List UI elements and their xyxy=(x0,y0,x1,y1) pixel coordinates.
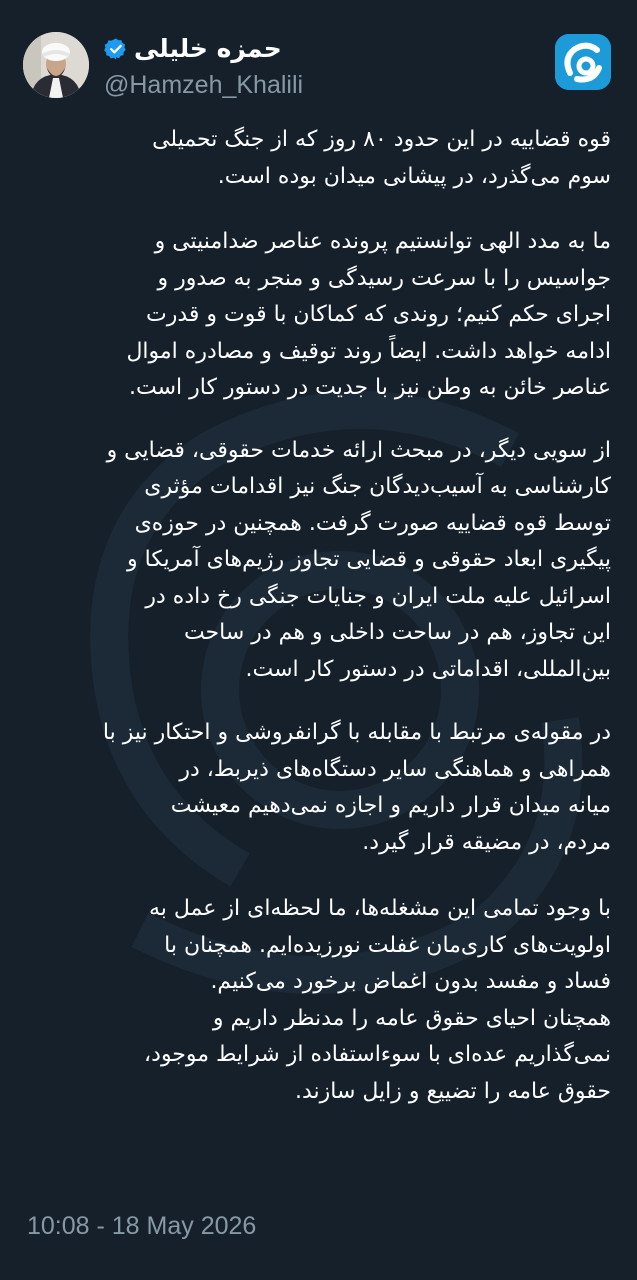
verified-badge-icon xyxy=(104,37,128,61)
avatar[interactable] xyxy=(23,32,89,98)
tweet-paragraph-5: با وجود تمامی این مشغله‌ها، ما لحظه‌ای از عمل به اولویت‌های کاری‌مان غفلت نورزیده‌ایم. همچنان با فساد و مفسد بدون اغماض برخورد می‌کنیم. همچنان احیای حقوق عامه را مدنظر داریم و نمی‌گذاریم عده‌ای با سوءاستفاده از شرایط موجود، حقوق عامه را تضییع و زایل سازند. xyxy=(144,896,611,1104)
app-logo-icon xyxy=(555,34,611,90)
display-name-row xyxy=(104,32,424,66)
tweet-body xyxy=(26,122,611,1134)
tweet-paragraph-3: از سویی دیگر، در مبحث ارائه خدمات حقوقی، قضایی و کارشناسی به آسیب‌دیدگان جنگ نیز اقدامات مؤثری توسط قوه قضاییه صورت گرفت. همچنین در حوزه‌ی پیگیری ابعاد حقوقی و قضایی تجاوز رژیم‌های آمریکا و اسرائیل علیه ملت ایران و جنایات جنگی رخ داده در این تجاوز، هم در ساحت داخلی و هم در ساحت بین‌المللی، اقداماتی در دستور کار است. xyxy=(106,437,611,682)
tweet-header xyxy=(0,26,637,106)
tweet-paragraph-4: در مقوله‌ی مرتبط با مقابله با گرانفروشی و احتکار نیز با همراهی و هماهنگی سایر دستگاه‌های ذیربط، در میانه میدان قرار داریم و اجازه نمی‌دهیم معیشت مردم، در مضیقه قرار گیرد. xyxy=(102,720,611,855)
author-identity xyxy=(104,32,424,100)
tweet-timestamp[interactable]: 10:08 - 18 May 2026 xyxy=(27,1212,257,1240)
display-name[interactable]: حمزه خلیلی xyxy=(134,34,282,63)
tweet-paragraph-1: قوه قضاییه در این حدود ۸۰ روز که از جنگ تحمیلی سوم می‌گذرد، در پیشانی میدان بوده است. xyxy=(152,127,611,189)
avatar-cleric-portrait-icon xyxy=(23,32,89,98)
tweet-paragraph-2: ما به مدد الهی توانستیم پرونده عناصر ضدامنیتی و جواسیس را با سرعت رسیدگی و منجر به صدور و اجرای حکم کنیم؛ روندی که کماکان با قوت و قدرت ادامه خواهد داشت. ایضاً روند توقیف و مصادره اموال عناصر خائن به وطن نیز با جدیت در دستور کار است. xyxy=(126,229,611,400)
author-handle[interactable]: @Hamzeh_Khalili xyxy=(104,71,304,99)
